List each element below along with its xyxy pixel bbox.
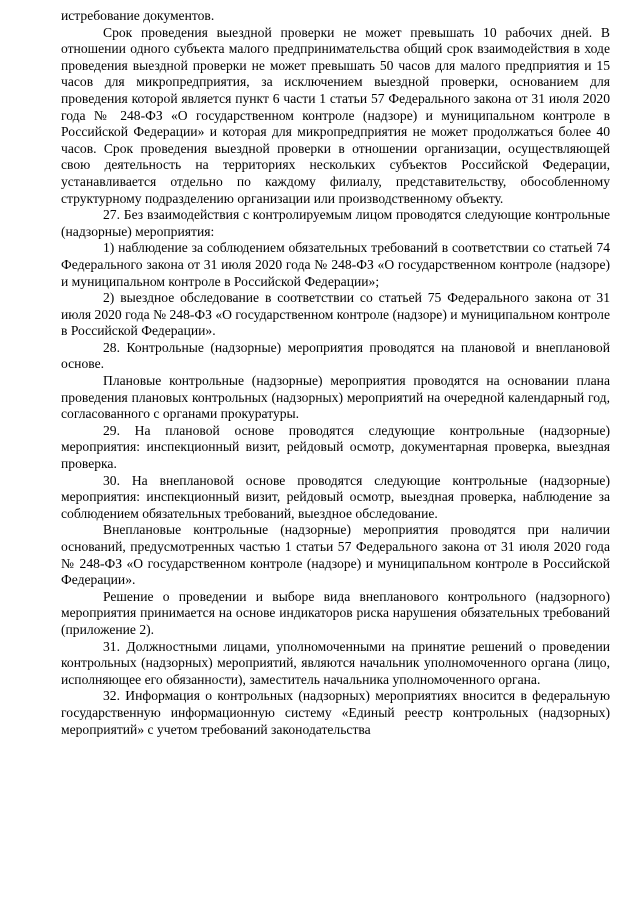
paragraph-continuation: истребование документов. <box>61 8 215 23</box>
paragraph-item-29: 29. На плановой основе проводятся следующие контрольные (надзорные) мероприятия: инспекционный визит, рейдовый осмотр, документарная проверка, выездная проверка. <box>61 422 610 472</box>
paragraph-item-27-1: 1) наблюдение за соблюдением обязательных требований в соответствии со статьей 74 Федерального закона от 31 июля 2020 года № 248-ФЗ «О государственном контроле (надзоре) и муниципальном контроле в Российской Федерации»; <box>61 240 610 289</box>
paragraph-unplanned-decision: Решение о проведении и выборе вида внепланового контрольного (надзорного) мероприятия принимается на основе индикаторов риска нарушения обязательных требований (приложение 2). <box>61 588 610 637</box>
paragraph-planned-measures: Плановые контрольные (надзорные) мероприятия проводятся на основании плана проведения плановых контрольных (надзорных) мероприятий на очередной календарный год, согласованного с органами прокуратуры. <box>61 373 610 422</box>
paragraph-item-27: 27. Без взаимодействия с контролируемым лицом проводятся следующие контрольные (надзорные) мероприятия: <box>61 207 610 239</box>
paragraph-item-30: 30. На внеплановой основе проводятся следующие контрольные (надзорные) мероприятия: инспекционный визит, рейдовый осмотр, выездная проверка, наблюдение за соблюдением обязательных требований, выездное обследование. <box>61 472 610 521</box>
paragraph-unplanned-grounds: Внеплановые контрольные (надзорные) мероприятия проводятся при наличии оснований, предусмотренных частью 1 статьи 57 Федерального закона от 31 июля 2020 года № 248-ФЗ «О государственном контроле (надзоре) и муниципальном контроле в Российской Федерации». <box>61 522 610 588</box>
paragraph-inspection-duration: Срок проведения выездной проверки не может превышать 10 рабочих дней. В отношении одного субъекта малого предпринимательства общий срок взаимодействия в ходе проведения выездной проверки не может превышать 50 часов для малого предприятия и 15 часов для микропредприятия, за исключением выездной проверки, основанием для проведения которой является пункт 6 части 1 статьи 57 Федерального закона от 31 июля 2020 года № 248-ФЗ «О государственном контроле (надзоре) и муниципальном контроле в Российской Федерации» и которая для микропредприятия не может продолжаться более 40 часов. Срок проведения выездной проверки в отношении организации, осуществляющей свою деятельность на территориях нескольких субъектов Российской Федерации, устанавливается отдельно по каждому филиалу, представительству, обособленному структурному подразделению организации или производственному объекту. <box>61 24 610 206</box>
paragraph-item-27-2: 2) выездное обследование в соответствии со статьей 75 Федерального закона от 31 июля 2020 года № 248-ФЗ «О государственном контроле (надзоре) и муниципальном контроле в Российской Федерации». <box>61 290 610 339</box>
paragraph-item-31: 31. Должностными лицами, уполномоченными на принятие решений о проведении контрольных (надзорных) мероприятий, являются начальник уполномоченного органа (лицо, исполняющее его обязанности), заместитель начальника уполномоченного органа. <box>61 638 610 687</box>
paragraph-item-28: 28. Контрольные (надзорные) мероприятия проводятся на плановой и внеплановой основе. <box>61 339 610 372</box>
paragraph-item-32: 32. Информация о контрольных (надзорных) мероприятиях вносится в федеральную государственную информационную систему «Единый реестр контрольных (надзорных) мероприятий» с учетом требований законодательства <box>61 688 610 737</box>
